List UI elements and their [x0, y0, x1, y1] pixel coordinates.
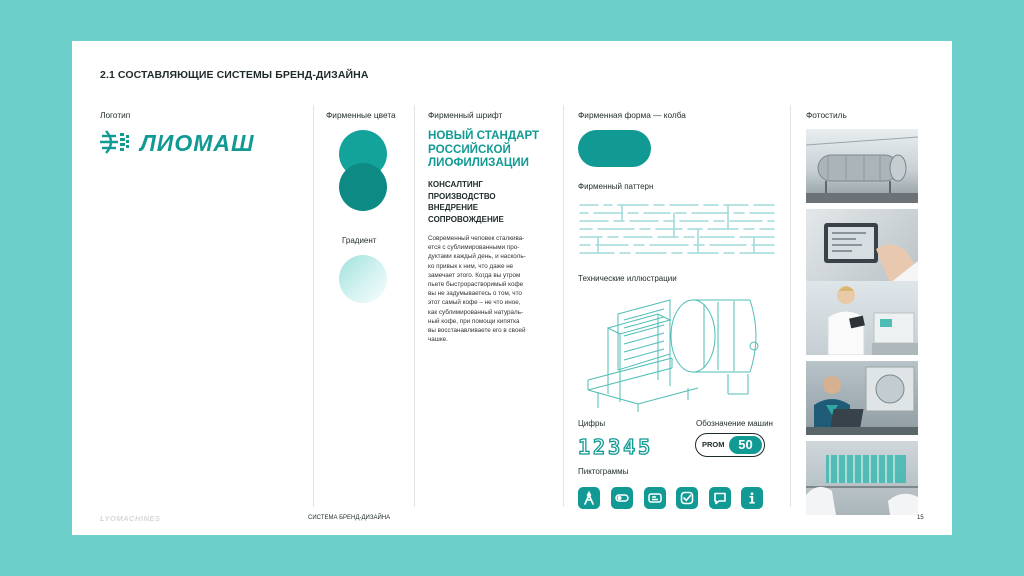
- machine-number: 50: [729, 436, 762, 454]
- colors-label: Фирменные цвета: [326, 110, 396, 120]
- footer-brand: LYOMACHINES: [100, 514, 161, 523]
- photos-label: Фотостиль: [806, 110, 847, 120]
- font-headline: [428, 129, 558, 170]
- technical-illustration: [578, 284, 778, 414]
- logo-label: Логотип: [100, 110, 131, 120]
- compass-icon: [578, 487, 600, 509]
- illustrations-label: Технические иллюстрации: [578, 274, 677, 283]
- page-number: 15: [917, 515, 924, 521]
- body-line: пьете быстрорастворимый кофе: [428, 281, 524, 289]
- body-line: ко привык к ним, что даже не: [428, 262, 514, 270]
- body-line: чашке.: [428, 336, 448, 344]
- service-item: КОНСАЛТИНГ: [428, 180, 483, 189]
- chat-icon: [709, 487, 731, 509]
- toggle-icon: [611, 487, 633, 509]
- shape-label: Фирменная форма — колба: [578, 110, 686, 120]
- gradient-swatch: [339, 255, 387, 303]
- pictograms-label: Пиктограммы: [578, 467, 629, 476]
- page-title: 2.1 СОСТАВЛЯЮЩИЕ СИСТЕМЫ БРЕНД-ДИЗАЙНА: [100, 69, 369, 81]
- brand-logo: [98, 127, 298, 157]
- column-divider: [790, 105, 791, 507]
- body-line: Современный человек сталкива-: [428, 235, 525, 242]
- service-item: ПРОИЗВОДСТВО: [428, 191, 496, 201]
- logo-wordmark: ЛИОМАШ: [140, 130, 255, 156]
- service-item: ВНЕДРЕНИЕ: [428, 203, 479, 213]
- digits-sample: 12345: [578, 435, 654, 459]
- machine-prefix: PROM: [702, 440, 725, 449]
- headline-line: НОВЫЙ СТАНДАРТ: [428, 129, 540, 142]
- body-line: ется с сублимированными про-: [428, 244, 520, 252]
- pattern-label: Фирменный паттерн: [578, 182, 654, 191]
- gradient-label: Градиент: [342, 236, 377, 245]
- digits-label: Цифры: [578, 419, 606, 428]
- sample-vials-photo: [806, 441, 918, 515]
- body-text-sample: [428, 234, 554, 344]
- brand-flask-shape: [578, 130, 651, 167]
- service-item: СОПРОВОЖДЕНИЕ: [428, 215, 504, 225]
- info-icon: [741, 487, 763, 509]
- headline-line: ЛИОФИЛИЗАЦИИ: [428, 156, 529, 169]
- logo-globe-icon: [98, 127, 298, 157]
- body-line: вы восстанавливаете его в своей: [428, 327, 526, 335]
- footer-section: СИСТЕМА БРЕНД-ДИЗАЙНА: [308, 515, 391, 521]
- column-divider: [563, 105, 564, 507]
- column-divider: [414, 105, 415, 507]
- headline-line: РОССИЙСКОЙ: [428, 142, 511, 156]
- body-line: замечает этого. Когда вы утром: [428, 271, 521, 279]
- font-label: Фирменный шрифт: [428, 110, 503, 120]
- body-line: как сублимированный натураль-: [428, 308, 524, 316]
- body-line: дуктами каждый день, и насколь-: [428, 253, 526, 261]
- body-line: вы не задумываетесь о том, что: [428, 290, 522, 298]
- brand-pattern: [578, 201, 776, 261]
- engineer-laptop-photo: [806, 361, 918, 435]
- body-line: этот самый кофе – не что иное,: [428, 299, 521, 307]
- check-icon: [676, 487, 698, 509]
- body-line: ный кофе, при помощи кипятка: [428, 317, 520, 325]
- secondary-color-swatch: [339, 163, 387, 211]
- machine-badge: [695, 433, 765, 457]
- lab-scientist-tablet-photo: [806, 281, 918, 355]
- card-icon: [644, 487, 666, 509]
- service-list: [428, 179, 504, 226]
- touchscreen-control-photo: [806, 209, 918, 283]
- machines-label: Обозначение машин: [696, 419, 773, 428]
- slide: [72, 41, 952, 535]
- column-divider: [313, 105, 314, 507]
- industrial-tank-photo: [806, 129, 918, 203]
